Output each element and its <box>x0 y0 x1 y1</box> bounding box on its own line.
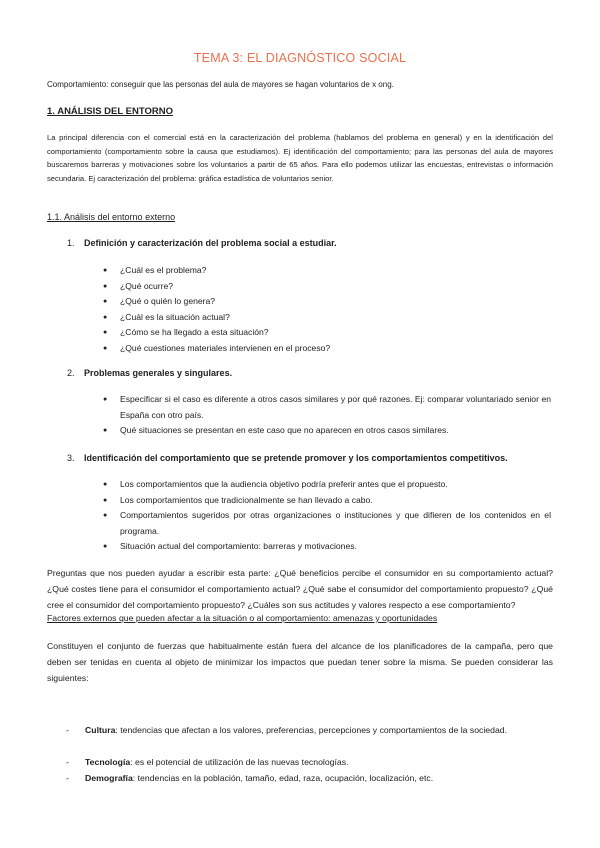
external-factors-paragraph: Constituyen el conjunto de fuerzas que habitualmente están fuera del alcance de los planificadores de la campaña, pero que deben ser tenidas en cuenta al objeto de minimizar los impactos que puedan tener sobre la misma. Se pueden considerar las siguientes: <box>47 641 553 683</box>
factor-desc: : tendencias en la población, tamaño, edad, raza, ocupación, localización, etc. <box>132 773 434 783</box>
item-title: Definición y caracterización del problema social a estudiar. <box>84 238 337 248</box>
subsection-heading: 1.1. Análisis del entorno externo <box>47 212 176 222</box>
bullet-icon: ● <box>103 329 108 336</box>
item-title: Problemas generales y singulares. <box>84 368 233 378</box>
bullet-icon: ● <box>103 282 108 290</box>
dash-icon: - <box>66 757 69 767</box>
factor-desc: : es el potencial de utilización de las nuevas tecnologías. <box>130 757 349 767</box>
bullet-icon: ● <box>103 313 108 321</box>
questions-paragraph: Preguntas que nos pueden ayudar a escribir esta parte: ¿Qué beneficios percibe el consumidor en su comportamiento actual? ¿Qué costes tiene para el consumidor el comportamiento actual? ¿Qué sabe el consumidor del comportamiento propuesto? ¿Qué cree el consumidor del comportamiento propuesto? ¿Cuáles son sus actitudes y valores respecto a ese comportamiento? <box>47 568 553 610</box>
dash-icon: - <box>66 773 69 783</box>
bullet-icon: ● <box>103 481 108 488</box>
factor-term: Cultura <box>85 725 116 735</box>
item-number: 2. <box>67 368 75 378</box>
intro-text: Comportamiento: conseguir que las personas del aula de mayores se hagan voluntarios de x ong. <box>47 80 394 89</box>
bullet-icon: ● <box>103 543 108 550</box>
page-title: TEMA 3: EL DIAGNÓSTICO SOCIAL <box>193 51 407 65</box>
bullet-icon: ● <box>103 396 108 403</box>
item-number: 1. <box>67 238 75 248</box>
factor-desc: : tendencias que afectan a los valores, preferencias, percepciones y comportamientos de la sociedad. <box>115 725 508 735</box>
section-heading-analisis-entorno: 1. ANÁLISIS DEL ENTORNO <box>47 106 173 117</box>
factor-term: Demografía <box>85 773 133 783</box>
bullet-icon: ● <box>103 344 108 352</box>
external-factors-heading: Factores externos que pueden afectar a la situación o al comportamiento: amenazas y oportunidades <box>47 613 438 623</box>
item-number: 3. <box>67 453 75 463</box>
bullet-icon: ● <box>103 267 108 274</box>
dash-icon: - <box>66 725 69 735</box>
factor-term: Tecnología <box>85 757 131 767</box>
item-title: Identificación del comportamiento que se pretende promover y los comportamientos competitivos. <box>84 453 508 463</box>
bullet-icon: ● <box>103 496 108 504</box>
document-page: TEMA 3: EL DIAGNÓSTICO SOCIAL Comportamiento: conseguir que las personas del aula de mayores se hagan voluntarios de x ong. 1. ANÁLISIS DEL ENTORNO La principal diferencia con el comercial está en la caracterización del problema (hablamos del problema en general) y en la identificación del comportamiento (comportamiento sobre la causa que estudiamos). Ej identificación del comportamiento; para las personas del aula de mayores buscaremos barreras y motivaciones sobre los voluntarios a partir de 65 años. Para ello podemos utilizar las encuestas, entrevistas o información secundaria. Ej caracterización del problema: gráfica estadística de voluntarios senior. 1.1. Análisis del entorno externo 1. Definición y caracterización del problema social a estudiar. ● ¿Cuál es el problema? ● ¿Qué ocurre? ● ¿Qué o quién lo genera? ● ¿Cuál es la situación actual? ● ¿Cómo se ha llegado a esta situación? ● ¿Qué cuestiones materiales intervienen en el proceso? 2. Problemas generales y singulares. ● Especificar si el caso es diferente a otros casos similares y por qué razones. Ej: comparar voluntariado senior en España con otro país. ● Qué situaciones se presentan en este caso que no aparecen en otros casos similares. 3. Identificación del comportamiento que se pretende promover y los comportamientos competitivos. ● Los comportamientos que la audiencia objetivo podría preferir antes que el propuesto. ● Los comportamientos que tradicionalmente se han llevado a cabo. ● Comportamientos sugeridos por otras organizaciones o instituciones y que difieren de los contenidos en el programa. ● Situación actual del comportamiento: barreras y motivaciones. Preguntas que nos pueden ayudar a escribir esta parte: ¿Qué beneficios percibe el consumidor en su comportamiento actual? ¿Qué costes tiene para el consumidor el comportamiento actual? ¿Qué sabe el consumidor del comportamiento propuesto? ¿Qué cree el consumidor del comportamiento propuesto? ¿Cuáles son sus actitudes y valores respecto a ese comportamiento? Factores externos que pueden afectar a la situación o al comportamiento: amenazas y oportunidades Constituyen el conjunto de fuerzas que habitualmente están fuera del alcance de los planificadores de la campaña, pero que deben ser tenidas en cuenta al objeto de minimizar los impactos que puedan tener sobre la misma. Se pueden considerar las siguientes: - Cultura: tendencias que afectan a los valores, preferencias, percepciones y comportamientos de la sociedad. - Tecnología: es el potencial de utilización de las nuevas tecnologías. - Demografía: tendencias en la población, tamaño, edad, raza, ocupación, localización, etc. <box>0 0 600 848</box>
bullet-icon: ● <box>103 512 108 519</box>
section-paragraph: La principal diferencia con el comercial está en la caracterización del problema (hablamos del problema en general) y en la identificación del comportamiento (comportamiento sobre la causa que estudiamos). Ej identificación del comportamiento; para las personas del aula de mayores buscaremos barreras y motivaciones sobre los voluntarios a partir de 65 años. Para ello podemos utilizar las encuestas, entrevistas o información secundaria. Ej caracterización del problema: gráfica estadística de voluntarios senior. <box>47 133 553 183</box>
bullet-icon: ● <box>103 298 108 305</box>
bullet-icon: ● <box>103 427 108 434</box>
